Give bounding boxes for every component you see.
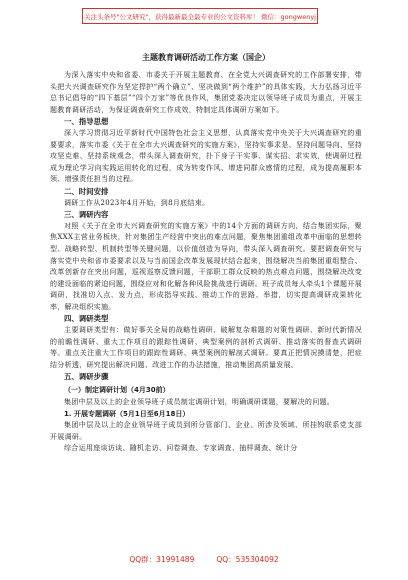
section-heading-3: 三、调研内容 [64,210,109,220]
footer-qq-contact: QQ：535304092 [216,555,279,564]
item-heading-5-1-1: 1. 开展专题调研（5月1日至6月18日） [64,409,190,418]
top-banner [82,8,318,24]
section-heading-2: 二、时间安排 [64,186,109,196]
section-heading-4: 四、调研类型 [64,314,109,324]
item-body-5-1-1: 集团中层及以上的企业领导班子成员到所分管部门、企业、所涉及领域、所挂钩联系党支部开展调研。 [50,421,362,441]
banner-text: 关注头条号"公文研究"，获得最新最全最专业的公文资料库！ 微信：gongwenyj [84,12,316,21]
section-heading-1: 一、指导思想 [64,117,109,127]
intro-paragraph: 为深入落实中央和省委、市委关于开展主题教育、在全党大兴调查研究的工作部署安排，带头把大兴调查研究作为坚定捍护“两个确立”、坚决做到“两个维护”的具体实践，大力弘扬习近平总书记倡导的“四下基层”“四个万家”等优良作风，集团党委决定以领导班子成员为重点，开展主题教育调研活动，为保证调查研究工作成效，特制定具体调研方案如下。 [50,71,362,114]
section-body-1: 深入学习贯彻习近平新时代中国特色社会主义思想，认真落实党中央关于大兴调查研究的重要要求，落实市委《关于在全市大兴调查研究的实施方案》，坚持实事求是、坚持问题导向、坚持攻坚克难、坚持系统观念，带头深入调查研究，扑下身子干实事、谋实招、求实效，使调研过程成为理论学习向实践运用转化的过程，成为转变作风、增进同群众感情的过程，成为提高履职本领、增强责任担当的过程。 [50,128,362,184]
page-footer [0,554,408,565]
document-title: 主题教育调研活动工作方案（国企） [142,52,270,62]
section-body-2: 调研工作从2023年4月开始，到8月底结束。 [64,198,210,207]
section-body-3: 对照《关于在全市大兴调查研究的实施方案》中的14个方面的调研方向，结合集团实际，聚焦XXX主营业务板块，针对集团生产经营中突出的难点问题，聚焦集团重组改革中面临的思想转型、战略转型、机制转型等关键问题，以价值创造为导向，带头深入调查研究。要把调查研究与落实党中央和省市委要求以及与当前国企改革发展现状结合起来，围绕解决当前集团重组整合、改革创新存在突出问题，巡视巡察反馈问题，干部职工群众反映的热点难点问题，围绕解决改变的建设面临的紧迫问题，围绕应对和化解各种风险挑战进行调研。班子成员每人牵头1个课题开展调研，找准切入点、发力点，形成指导实践、推动工作的思路、举措，切实提高调研成果转化率，解决组织实施。 [50,221,362,311]
section-body-4: 主要调研类型有：做好事关全局的战略性调研、破解复杂难题的对策性调研、新时代新情况的前瞻性调研、重大工作项目的跟踪性调研、典型案例的剖析式调研、推动落实的督查式调研等。重点关注重大工作项目的跟踪性调研、典型案例的解剖式调研。要真正把情况摸清楚，把症结分析透，研究提出解决问题、改进工作的办法措施，推动集团高质量发展。 [50,326,362,369]
subsection-body-5-1: 集团中层及以上的企业领导班子成员制定调研计划，明确调研课题，要解决的问题。 [64,398,335,407]
document-body [50,52,362,455]
item-body-5-1-1-continued: 综合运用座谈访谈、随机走访、问卷调查、专家调查、抽样调查、统计分 [64,444,298,453]
footer-qq-group: QQ群：31991489 [129,555,195,564]
section-heading-5: 五、调研步骤 [64,372,109,382]
subsection-heading-5-1: （一）制定调研计划（4月30前） [64,386,170,395]
